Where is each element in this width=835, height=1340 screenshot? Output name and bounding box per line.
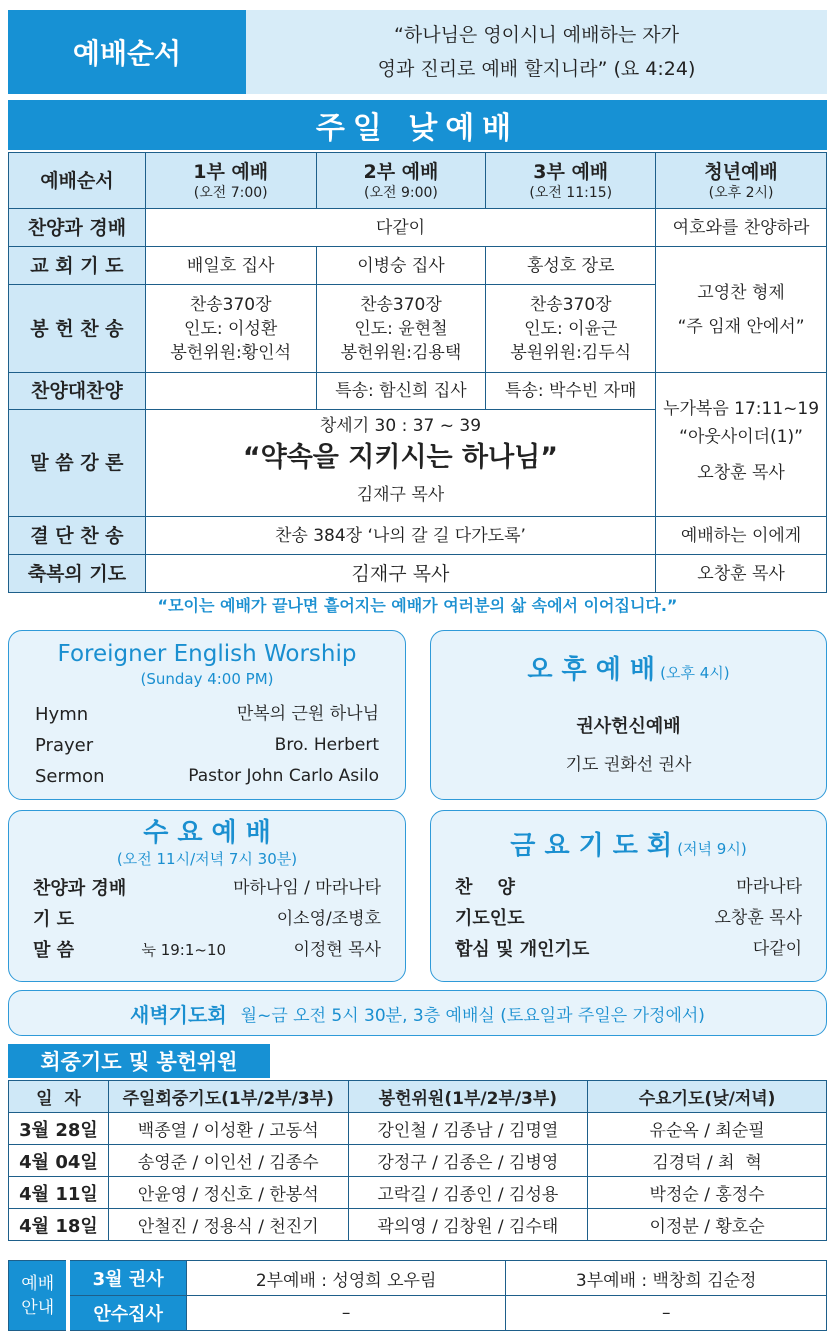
youth-blessing: 오창훈 목사 [656,555,827,593]
afternoon-line-1: 권사헌신예배 [576,716,681,737]
offering-2 [316,285,486,373]
english-row-hymn [35,699,379,730]
blessing: 김재구 목사 [145,555,655,593]
offering-line: 찬송370장 [189,294,272,315]
english-worship-title: Foreigner English Worship [57,641,357,667]
youth-sermon [656,373,827,517]
youth-offering-name: 고영찬 형제 [697,282,785,303]
header-sunday-prayer: 주일회중기도(1부/2부/3부) [108,1081,348,1113]
sunday-service-banner: 주일 낮예배 [8,100,827,150]
praise-all: 다같이 [145,209,655,247]
table-row [9,247,827,285]
wednesday-title: 수 요 예 배 [143,818,271,848]
row-date: 3월 28일 [9,1113,109,1145]
guide-cell: – [186,1296,506,1331]
english-row-sermon [35,761,379,792]
praise-youth: 여호와를 찬양하라 [656,209,827,247]
table-row [9,1113,827,1145]
row-label: Sermon [35,766,105,787]
row-label: 찬양대찬양 [9,373,146,410]
guide-cell: 3부예배 : 백창희 김순정 [506,1261,827,1296]
youth-offering-song: “주 임재 안에서” [677,316,805,337]
cell: 강인철 / 김종남 / 김명열 [348,1113,588,1145]
header-offering: 봉헌위원(1부/2부/3부) [348,1081,588,1113]
offering-line: 인도: 윤현철 [354,318,448,339]
row-label: Prayer [35,735,94,756]
table-row [9,1209,827,1241]
prayer-2: 이병숭 집사 [316,247,486,285]
cell: 안윤영 / 정신호 / 한봉석 [108,1177,348,1209]
offering-line: 인도: 이성환 [184,318,278,339]
worship-guide-table [8,1260,827,1331]
row-label: 교 회 기 도 [9,247,146,285]
row-date: 4월 04일 [9,1145,109,1177]
guide-cell: – [506,1296,827,1331]
afternoon-service-box [430,630,827,800]
row-label: 찬 양 [455,877,515,898]
prayer-1: 배일호 집사 [145,247,316,285]
header-date: 일 자 [9,1081,109,1113]
row-value: 마하나임 / 마라나타 [233,878,381,898]
offering-1 [145,285,316,373]
prayer-3: 홍성호 장로 [486,247,656,285]
sermon [145,410,655,517]
header-quote [246,10,827,94]
offering-line: 봉헌위원:김용택 [340,342,462,363]
cell: 안철진 / 정용식 / 천진기 [108,1209,348,1241]
sermon-ref: 창세기 30 : 37 ~ 39 [319,416,482,436]
prayer-committee-title: 회중기도 및 봉헌위원 [8,1044,270,1078]
friday-row [455,903,802,934]
youth-sermon-preacher: 오창훈 목사 [697,462,785,483]
service-youth-time: (오후 2시) [708,184,774,201]
page-title: 예배순서 [8,10,246,94]
wednesday-row [33,904,381,935]
row-mid: 눅 19:1~10 [141,941,227,959]
row-label: 합심 및 개인기도 [455,939,590,960]
guide-row-label: 3월 권사 [68,1261,186,1296]
service-youth-name: 청년예배 [704,160,778,183]
friday-title: 금 요 기 도 회 [510,831,673,861]
choir-1 [145,373,316,410]
offering-line: 찬송370장 [360,294,442,315]
service-2 [316,153,486,209]
wednesday-service-box [8,810,406,982]
row-label: 결 단 찬 송 [9,517,146,555]
youth-offering [656,247,827,373]
cell: 김경덕 / 최 혁 [588,1145,827,1177]
service-3 [486,153,656,209]
youth-hymn: 예배하는 이에게 [656,517,827,555]
english-worship-time: (Sunday 4:00 PM) [140,670,274,688]
guide-side-line-2: 안내 [21,1297,55,1318]
dawn-prayer-box [8,990,827,1036]
wednesday-row [33,935,381,966]
offering-3 [486,285,656,373]
row-value: 다같이 [752,939,802,959]
row-label: Hymn [35,704,89,725]
guide-row-label: 안수집사 [68,1296,186,1331]
afternoon-line-2: 기도 권화선 권사 [565,755,692,775]
row-label: 기 도 [33,909,75,930]
sermon-title: “약속을 지키시는 하나님” [242,442,559,473]
friday-prayer-box [430,810,827,982]
service-1-name: 1부 예배 [193,160,269,183]
offering-line: 봉헌위원:황인석 [170,342,292,363]
table-row [9,517,827,555]
table-row [9,1296,827,1331]
row-value: 만복의 근원 하나님 [236,704,379,724]
row-date: 4월 18일 [9,1209,109,1241]
sunday-service-table [8,152,827,593]
row-value: 오창훈 목사 [714,908,802,928]
table-row [9,373,827,410]
friday-row [455,872,802,903]
service-1 [145,153,316,209]
sermon-preacher: 김재구 목사 [356,485,445,505]
service-2-name: 2부 예배 [363,160,439,183]
service-1-time: (오전 7:00) [193,184,268,201]
cell: 송영준 / 이인선 / 김종수 [108,1145,348,1177]
row-value: 마라나타 [736,877,802,897]
youth-sermon-ref: 누가복음 17:11~19 [663,398,820,419]
choir-2: 특송: 함신희 집사 [316,373,486,410]
cell: 이정분 / 황호순 [588,1209,827,1241]
service-2-time: (오전 9:00) [364,184,438,201]
offering-line: 인도: 이윤근 [524,318,618,339]
cell: 유순옥 / 최순필 [588,1113,827,1145]
offering-line: 찬송370장 [529,294,612,315]
row-label: 봉 헌 찬 송 [9,285,146,373]
service-3-name: 3부 예배 [533,160,609,183]
col-label: 예배순서 [9,153,146,209]
table-row [9,1145,827,1177]
table-header-row [9,153,827,209]
row-label: 말 씀 [33,940,75,961]
youth-sermon-title: “아웃사이더(1)” [679,426,803,447]
dawn-title: 새벽기도회 [130,1002,227,1027]
friday-time: (저녁 9시) [677,840,747,858]
row-date: 4월 11일 [9,1177,109,1209]
table-row [9,1261,827,1296]
english-worship-box [8,630,406,800]
row-label: 축복의 기도 [9,555,146,593]
dawn-text: 월~금 오전 5시 30분, 3층 예배실 (토요일과 주일은 가정에서) [240,1005,705,1026]
cell: 강정구 / 김종은 / 김병영 [348,1145,588,1177]
row-label: 기도인도 [455,908,525,929]
afternoon-title: 오 후 예 배 [527,655,656,685]
row-value: Bro. Herbert [274,735,379,755]
offering-line: 봉원위원:김두식 [510,342,632,363]
guide-cell: 2부예배 : 성영희 오우림 [186,1261,506,1296]
row-value: Pastor John Carlo Asilo [188,766,379,786]
friday-title-row [455,825,802,862]
row-label: 찬양과 경배 [9,209,146,247]
afternoon-time: (오후 4시) [660,664,730,682]
hymn: 찬송 384장 ‘나의 갈 길 다가도록’ [145,517,655,555]
wednesday-time: (오전 11시/저녁 7시 30분) [116,850,298,868]
guide-side-label [9,1261,69,1331]
closing-message: “모이는 예배가 끝나면 흩어지는 예배가 여러분의 삶 속에서 이어집니다.” [157,596,678,615]
quote-line-1: “하나님은 영이시니 예배하는 자가 [394,24,679,46]
table-row [9,1177,827,1209]
quote-line-2: 영과 진리로 예배 할지니라” (요 4:24) [377,58,696,80]
prayer-committee-table [8,1080,827,1241]
row-label: 찬양과 경배 [33,878,127,899]
service-3-time: (오전 11:15) [529,184,613,201]
row-value: 이정현 목사 [293,940,381,960]
row-label: 말 씀 강 론 [9,410,146,517]
table-row [9,209,827,247]
table-header-row [9,1081,827,1113]
wednesday-row [33,873,381,904]
table-row [9,555,827,593]
choir-3: 특송: 박수빈 자매 [486,373,656,410]
cell: 박정순 / 홍정수 [588,1177,827,1209]
english-row-prayer [35,730,379,761]
row-value: 이소영/조병호 [276,909,381,929]
friday-row [455,934,802,965]
header-wednesday-prayer: 수요기도(낮/저녁) [588,1081,827,1113]
guide-side-line-1: 예배 [21,1273,55,1294]
service-youth [656,153,827,209]
cell: 고락길 / 김종인 / 김성용 [348,1177,588,1209]
cell: 곽의영 / 김창원 / 김수태 [348,1209,588,1241]
afternoon-title-row [431,649,826,686]
cell: 백종열 / 이성환 / 고동석 [108,1113,348,1145]
